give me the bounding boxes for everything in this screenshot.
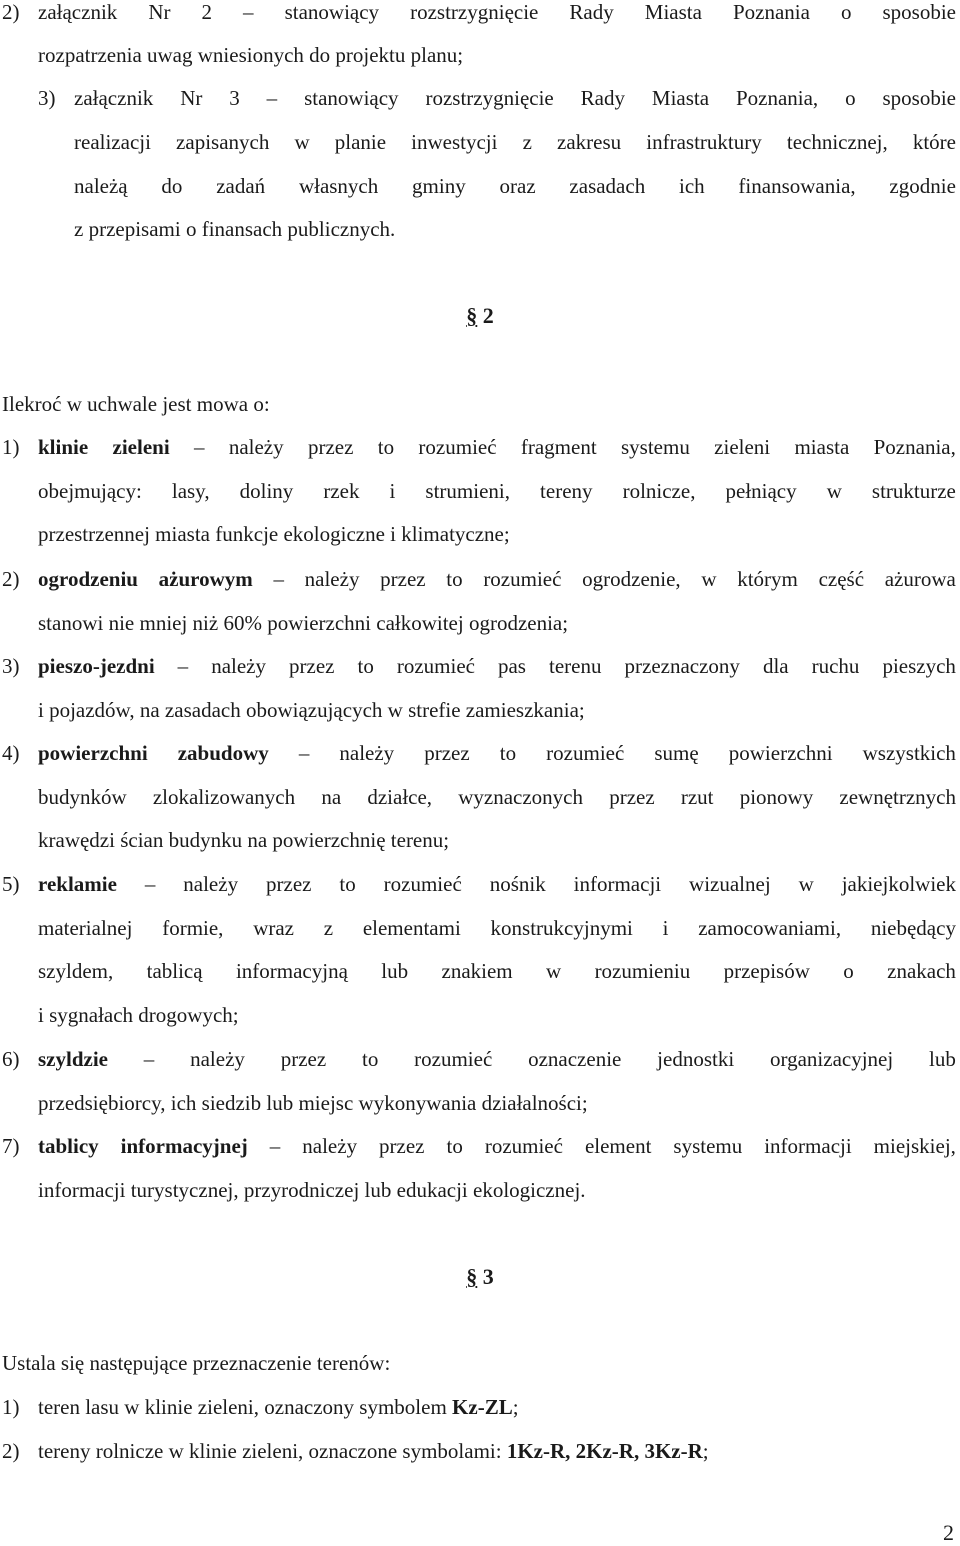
definition-word: organizacyjnej	[769, 1047, 894, 1071]
definition-first-line	[38, 567, 956, 591]
intro-item-line: załącznik Nr 2 – stanowiący rozstrzygnięcie Rady Miasta Poznania o sposobie	[38, 0, 956, 24]
definition-term: ogrodzeniu	[38, 567, 138, 591]
land-use-symbol: Kz-ZL	[452, 1395, 513, 1419]
definition-line: materialnej formie, wraz z elementami konstrukcyjnymi i zamocowaniami, niebędący	[38, 916, 956, 940]
definition-word: rozumieć	[383, 872, 462, 896]
land-use-item	[38, 1439, 709, 1463]
definition-word: jakiejkolwiek	[841, 872, 956, 896]
land-use-item-number: 2)	[2, 1439, 20, 1463]
definition-word: –	[144, 872, 156, 896]
definition-first-line	[38, 741, 956, 765]
definition-word: to	[446, 1134, 463, 1158]
land-use-item	[38, 1395, 519, 1419]
intro-item-line: realizacji zapisanych w planie inwestycji z zakresu infrastruktury technicznej, które	[74, 130, 956, 154]
land-use-symbol: 1Kz-R, 2Kz-R, 3Kz-R	[506, 1439, 703, 1463]
definition-word: to	[377, 435, 395, 459]
definition-word: to	[446, 567, 463, 591]
definition-word: miasta	[794, 435, 850, 459]
definition-number: 2)	[2, 567, 20, 591]
definition-word: –	[269, 1134, 281, 1158]
definition-word: systemu	[621, 435, 690, 459]
section-lead: Ustala się następujące przeznaczenie terenów:	[2, 1351, 391, 1375]
intro-item-number: 3)	[38, 86, 56, 110]
definition-term: ażurowym	[158, 567, 253, 591]
definition-word: przez	[380, 567, 426, 591]
section-number: 2	[482, 303, 494, 328]
definition-term: zabudowy	[177, 741, 269, 765]
definition-word: należy	[183, 872, 239, 896]
section-number: 3	[482, 1264, 494, 1289]
definition-word: wizualnej	[689, 872, 771, 896]
definition-number: 5)	[2, 872, 20, 896]
definition-line: krawędzi ścian budynku na powierzchnię terenu;	[38, 828, 450, 852]
definition-word: oznaczenie	[528, 1047, 622, 1071]
definition-word: powierzchni	[728, 741, 833, 765]
definition-number: 7)	[2, 1134, 20, 1158]
definition-line: przestrzennej miasta funkcje ekologiczne i klimatyczne;	[38, 522, 510, 546]
definition-word: pas	[497, 654, 526, 678]
definition-word: rozumieć	[546, 741, 625, 765]
intro-item-line: z przepisami o finansach publicznych.	[74, 217, 396, 241]
definition-term: tablicy	[38, 1134, 99, 1158]
definition-word: należy	[228, 435, 284, 459]
land-use-item-text: tereny rolnicze w klinie zieleni, oznaczone symbolami:	[38, 1439, 507, 1463]
definition-word: –	[194, 435, 205, 459]
definition-word: w	[798, 872, 814, 896]
definition-word: –	[177, 654, 189, 678]
definition-word: ażurowa	[884, 567, 956, 591]
definition-number: 1)	[2, 435, 20, 459]
definition-word: dla	[762, 654, 789, 678]
definition-word: fragment	[520, 435, 597, 459]
definition-word: przez	[424, 741, 470, 765]
definition-word: terenu	[549, 654, 602, 678]
definition-word: rozumieć	[484, 1134, 563, 1158]
definition-term: szyldzie	[38, 1047, 108, 1071]
definition-term: klinie	[38, 435, 89, 459]
section-sign: §	[466, 1264, 478, 1289]
definition-word: pieszych	[882, 654, 956, 678]
definition-word: rozumieć	[396, 654, 475, 678]
definition-word: –	[298, 741, 310, 765]
definition-word: –	[273, 567, 284, 591]
definition-word: to	[339, 872, 356, 896]
definition-word: element	[584, 1134, 652, 1158]
definition-word: przez	[307, 435, 354, 459]
definition-word: jednostki	[657, 1047, 735, 1071]
definition-word: należy	[211, 654, 266, 678]
definition-number: 3)	[2, 654, 20, 678]
definition-first-line	[38, 1047, 956, 1071]
page-number: 2	[943, 1520, 954, 1545]
definition-number: 4)	[2, 741, 20, 765]
definition-word: –	[143, 1047, 155, 1071]
definition-word: informacji	[764, 1134, 852, 1158]
definition-line: informacji turystycznej, przyrodniczej lub edukacji ekologicznej.	[38, 1178, 586, 1202]
definition-word: należy	[339, 741, 395, 765]
intro-item-number: 2)	[2, 0, 20, 24]
definition-line: i pojazdów, na zasadach obowiązujących w strefie zamieszkania;	[38, 698, 585, 722]
definition-word: rozumieć	[414, 1047, 493, 1071]
definition-word: należy	[304, 567, 360, 591]
definition-word: którym	[737, 567, 798, 591]
definition-word: ruchu	[811, 654, 860, 678]
definition-word: sumę	[654, 741, 699, 765]
definition-term: zieleni	[112, 435, 170, 459]
definition-word: miejskiej,	[873, 1134, 956, 1158]
intro-item-line: należą do zadań własnych gminy oraz zasadach ich finansowania, zgodnie	[74, 174, 956, 198]
definition-word: przez	[266, 872, 312, 896]
definition-line: stanowi nie mniej niż 60% powierzchni całkowitej ogrodzenia;	[38, 611, 569, 635]
definition-line: obejmujący: lasy, doliny rzek i strumieni, tereny rolnicze, pełniący w strukturze	[38, 479, 956, 503]
definition-first-line	[38, 435, 956, 459]
definition-term: powierzchni	[38, 741, 148, 765]
definition-term: pieszo-jezdni	[38, 654, 155, 678]
definition-word: przez	[289, 654, 335, 678]
definition-first-line	[38, 872, 956, 896]
definition-word: to	[362, 1047, 379, 1071]
definition-word: rozumieć	[483, 567, 562, 591]
definition-number: 6)	[2, 1047, 20, 1071]
land-use-item-text: teren lasu w klinie zieleni, oznaczony symbolem	[38, 1395, 453, 1419]
definition-word: w	[701, 567, 717, 591]
definition-word: wszystkich	[862, 741, 956, 765]
definition-word: część	[818, 567, 865, 591]
intro-item-line: rozpatrzenia uwag wniesionych do projektu planu;	[38, 43, 464, 67]
definition-word: lub	[929, 1047, 956, 1071]
definition-word: rozumieć	[418, 435, 497, 459]
definition-line: i sygnałach drogowych;	[38, 1003, 239, 1027]
section-sign: §	[466, 303, 478, 328]
land-use-item-number: 1)	[2, 1395, 20, 1419]
definition-first-line	[38, 654, 956, 678]
definition-word: Poznania,	[873, 435, 956, 459]
section-heading	[0, 1264, 960, 1290]
section-heading	[0, 303, 960, 329]
land-use-item-suffix: ;	[702, 1439, 709, 1463]
definition-word: należy	[302, 1134, 358, 1158]
land-use-item-suffix: ;	[512, 1395, 519, 1419]
definition-word: to	[357, 654, 374, 678]
section-lead: Ilekroć w uchwale jest mowa o:	[2, 392, 270, 416]
definition-line: przedsiębiorcy, ich siedzib lub miejsc wykonywania działalności;	[38, 1091, 588, 1115]
definition-word: należy	[190, 1047, 245, 1071]
definition-word: to	[499, 741, 517, 765]
definition-word: nośnik	[489, 872, 546, 896]
definition-word: przez	[280, 1047, 327, 1071]
definition-line: szyldem, tablicą informacyjną lub znakiem w rozumieniu przepisów o znakach	[38, 959, 956, 983]
definition-line: budynków zlokalizowanych na działce, wyznaczonych przez rzut pionowy zewnętrznych	[38, 785, 956, 809]
definition-term: reklamie	[38, 872, 117, 896]
definition-word: informacji	[573, 872, 662, 896]
intro-item-line: załącznik Nr 3 – stanowiący rozstrzygnięcie Rady Miasta Poznania, o sposobie	[74, 86, 956, 110]
definition-word: zieleni	[714, 435, 771, 459]
definition-word: przeznaczony	[624, 654, 740, 678]
definition-term: informacyjnej	[120, 1134, 248, 1158]
definition-first-line	[38, 1134, 956, 1158]
definition-word: przez	[379, 1134, 425, 1158]
definition-word: systemu	[673, 1134, 743, 1158]
definition-word: ogrodzenie,	[582, 567, 681, 591]
